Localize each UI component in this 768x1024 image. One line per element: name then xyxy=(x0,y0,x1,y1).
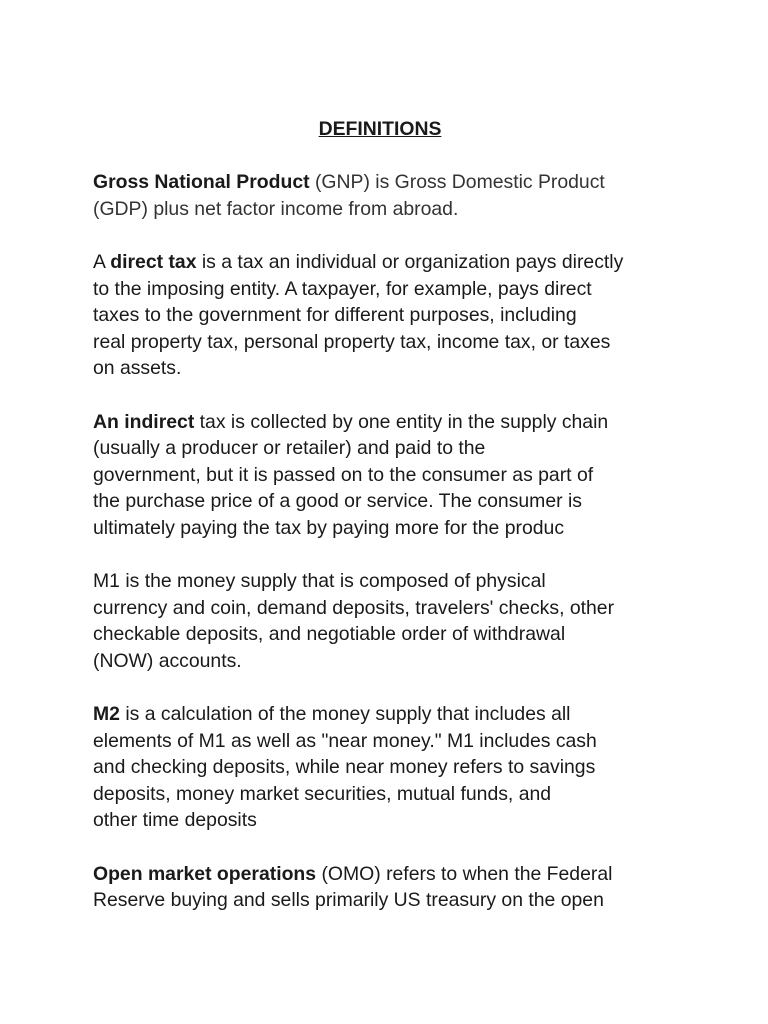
definition-gnp xyxy=(93,169,693,222)
definition-text: M1 is the money supply that is composed of physical xyxy=(93,570,546,593)
definition-omo xyxy=(93,861,693,914)
definition-m1 xyxy=(93,568,693,674)
definition-text: real property tax, personal property tax, income tax, or taxes xyxy=(93,330,611,353)
definition-text: (GDP) plus net factor income from abroad. xyxy=(93,197,459,220)
definition-text: to the imposing entity. A taxpayer, for example, pays direct xyxy=(93,277,592,300)
definition-text: currency and coin, demand deposits, travelers' checks, other xyxy=(93,596,615,619)
definition-text: ultimately paying the tax by paying more for the produc xyxy=(93,516,565,539)
definition-line xyxy=(93,701,693,728)
definition-term: Open market operations xyxy=(93,862,317,885)
definition-term: direct tax xyxy=(110,250,197,273)
definition-text: tax is collected by one entity in the supply chain xyxy=(194,410,609,433)
definition-text: checkable deposits, and negotiable order of withdrawal xyxy=(93,623,566,646)
definition-text: the purchase price of a good or service. The consumer is xyxy=(93,490,582,513)
definition-indirect-tax xyxy=(93,409,693,542)
definition-text: (OMO) refers to when the Federal xyxy=(316,862,613,885)
definition-text: (GNP) is Gross Domestic Product xyxy=(309,171,605,194)
definition-text: Reserve buying and sells primarily US treasury on the open xyxy=(93,889,604,912)
definition-term: Gross National Product xyxy=(93,171,310,194)
definition-text: elements of M1 as well as "near money." M1 includes cash xyxy=(93,729,597,752)
definition-line xyxy=(93,861,693,888)
document-body xyxy=(93,116,693,940)
definition-text: is a calculation of the money supply that includes all xyxy=(119,703,571,726)
definition-text: other time deposits xyxy=(93,809,257,832)
definition-text: and checking deposits, while near money refers to savings xyxy=(93,756,596,779)
definition-term: M2 xyxy=(93,703,120,726)
definition-line xyxy=(93,249,693,276)
definition-text: taxes to the government for different purposes, including xyxy=(93,304,577,327)
definition-term: An indirect xyxy=(93,410,195,433)
definition-text: deposits, money market securities, mutual funds, and xyxy=(93,782,552,805)
definition-line xyxy=(93,169,693,196)
definition-text: on assets. xyxy=(93,357,182,380)
definition-text: (usually a producer or retailer) and paid to the xyxy=(93,437,486,460)
definition-text: (NOW) accounts. xyxy=(93,649,242,672)
definition-direct-tax xyxy=(93,249,693,382)
definition-prefix: A xyxy=(93,250,111,273)
definition-m2 xyxy=(93,701,693,834)
definition-text: government, but it is passed on to the consumer as part of xyxy=(93,463,594,486)
page-title: DEFINITIONS xyxy=(318,118,442,140)
definition-line xyxy=(93,409,693,436)
definition-text: is a tax an individual or organization pays directly xyxy=(196,250,624,273)
